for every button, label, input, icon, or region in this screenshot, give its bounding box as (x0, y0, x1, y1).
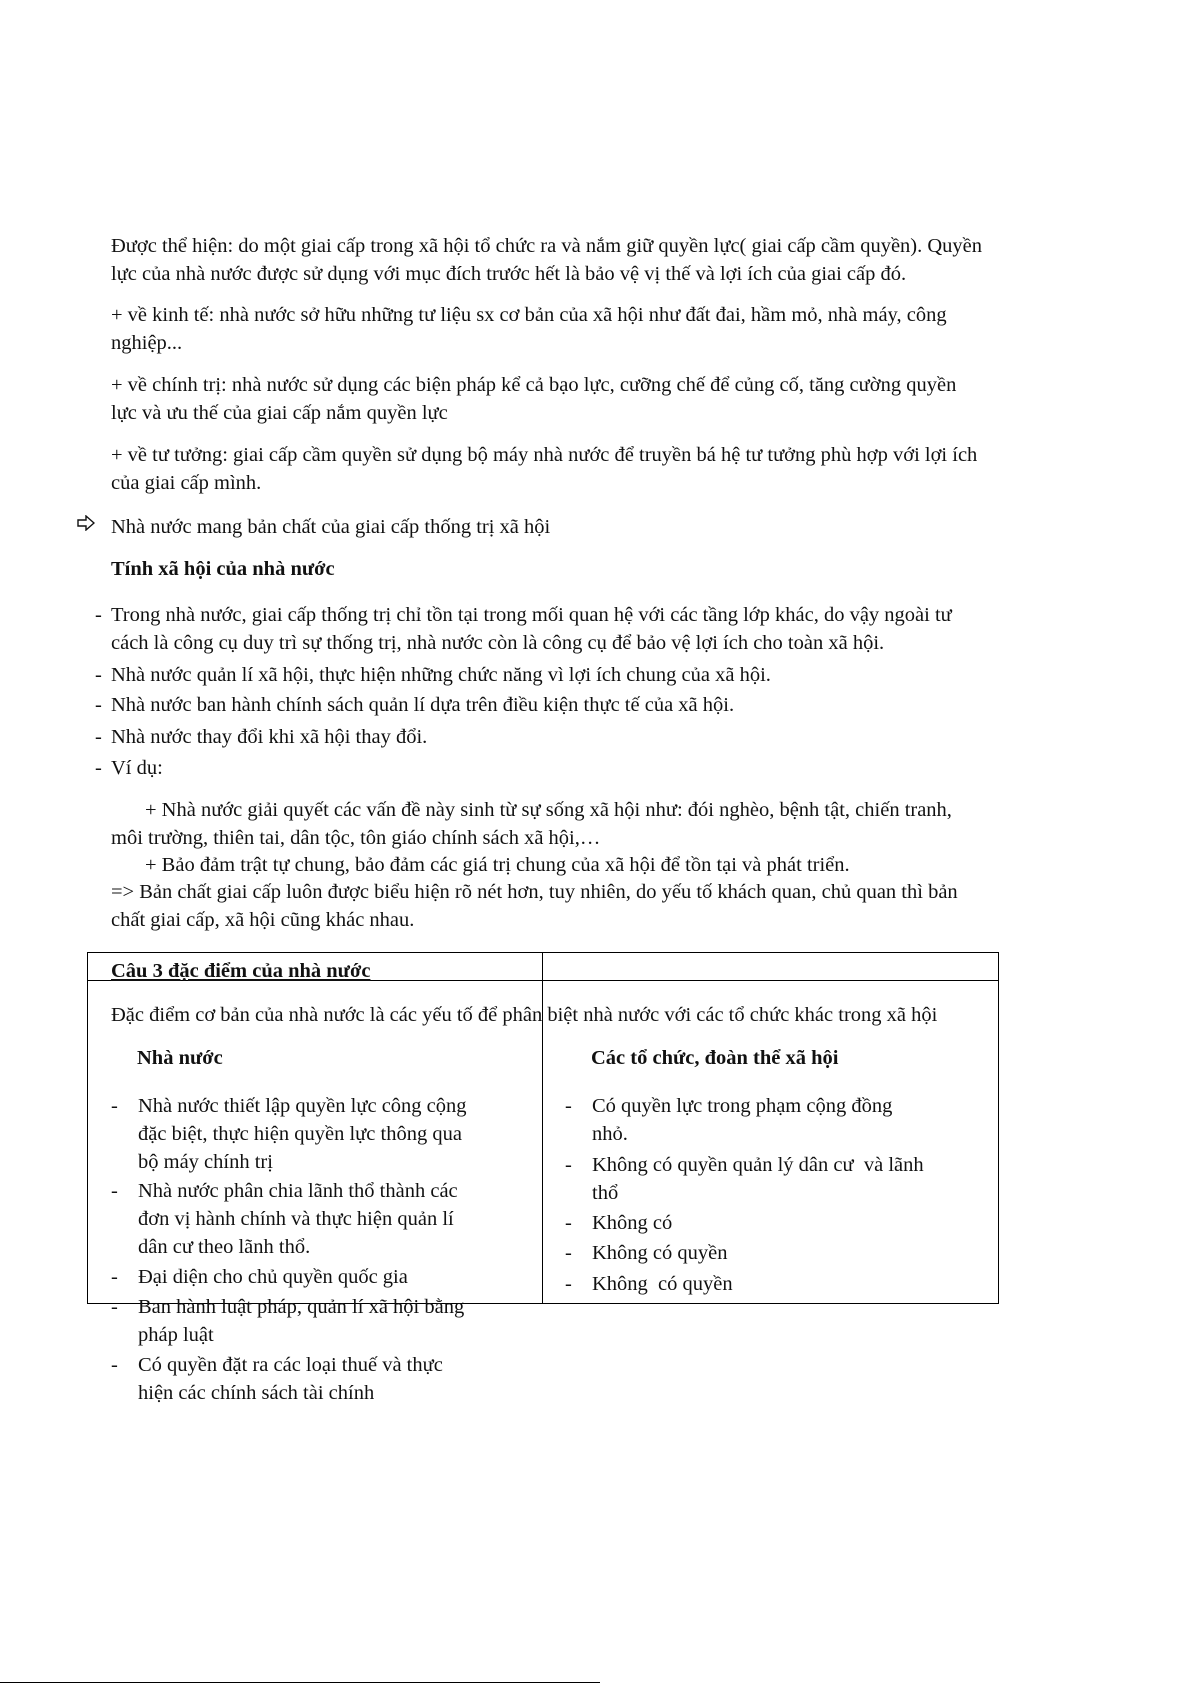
text-line: Trong nhà nước, giai cấp thống trị chỉ tồn tại trong mối quan hệ với các tầng lớp khác, do vậy ngoài tư (111, 604, 952, 626)
table-border-top (87, 952, 999, 953)
text-line: bộ máy chính trị (138, 1151, 273, 1173)
text-line: Đại diện cho chủ quyền quốc gia (138, 1266, 408, 1288)
summary-paragraph (111, 878, 1111, 934)
text-line: đặc biệt, thực hiện quyền lực thông qua (138, 1123, 462, 1145)
dash-bullet: - (111, 1095, 118, 1117)
dash-bullet: - (111, 1296, 118, 1318)
dash-bullet: - (111, 1266, 118, 1288)
dash-bullet: - (95, 694, 102, 716)
text-line: Không có quyền quản lý dân cư và lãnh (592, 1154, 924, 1176)
text-line: của giai cấp mình. (111, 472, 262, 494)
dash-bullet: - (565, 1242, 572, 1264)
text-line: Nhà nước phân chia lãnh thổ thành các (138, 1180, 458, 1202)
paragraph-economy (111, 301, 1111, 357)
right-column-heading: Các tổ chức, đoàn thể xã hội (591, 1047, 839, 1069)
text-line: + về tư tưởng: giai cấp cầm quyền sử dụng bộ máy nhà nước để truyền bá hệ tư tưởng phù hợp với lợi ích (111, 444, 978, 466)
paragraph-class-nature (111, 232, 1111, 288)
dash-bullet: - (565, 1212, 572, 1234)
left-column-heading: Nhà nước (137, 1047, 223, 1069)
text-line: thổ (592, 1182, 619, 1204)
text-line: nghiệp... (111, 332, 183, 354)
dash-bullet: - (565, 1273, 572, 1295)
text-line: Có quyền đặt ra các loại thuế và thực (138, 1354, 443, 1376)
text-line: + về kinh tế: nhà nước sở hữu những tư liệu sx cơ bản của xã hội như đất đai, hầm mỏ, nhà máy, công (111, 304, 947, 326)
text-line: Ban hành luật pháp, quản lí xã hội bằng (138, 1296, 465, 1318)
text-line: => Bản chất giai cấp luôn được biểu hiện rõ nét hơn, tuy nhiên, do yếu tố khách quan, chủ quan thì bản (111, 881, 958, 903)
text-line: Nhà nước thay đổi khi xã hội thay đổi. (111, 726, 428, 748)
text-line: Có quyền lực trong phạm cộng đồng (592, 1095, 893, 1117)
dash-bullet: - (111, 1354, 118, 1376)
text-line: + về chính trị: nhà nước sử dụng các biện pháp kể cả bạo lực, cưỡng chế để củng cố, tăng cường quyền (111, 374, 957, 396)
text-line: lực của nhà nước được sử dụng với mục đích trước hết là bảo vệ vị thế và lợi ích của giai cấp đó. (111, 263, 907, 285)
text-line: chất giai cấp, xã hội cũng khác nhau. (111, 909, 415, 931)
conclusion-text: Nhà nước mang bản chất của giai cấp thống trị xã hội (111, 516, 551, 538)
dash-bullet: - (95, 726, 102, 748)
text-line: đơn vị hành chính và thực hiện quản lí (138, 1208, 454, 1230)
paragraph-politics (111, 371, 1111, 427)
text-line: cách là công cụ duy trì sự thống trị, nhà nước còn là công cụ để bảo vệ lợi ích cho toàn xã hội. (111, 632, 885, 654)
text-line: dân cư theo lãnh thổ. (138, 1236, 311, 1258)
example-line: + Nhà nước giải quyết các vấn đề này sinh từ sự sống xã hội như: đói nghèo, bệnh tật, chiến tranh, (145, 799, 952, 821)
text-line: pháp luật (138, 1324, 214, 1346)
text-line: Nhà nước quản lí xã hội, thực hiện những chức năng vì lợi ích chung của xã hội. (111, 664, 771, 686)
text-line: nhỏ. (592, 1123, 628, 1145)
dash-bullet: - (95, 664, 102, 686)
text-line: hiện các chính sách tài chính (138, 1382, 375, 1404)
text-line: Nhà nước thiết lập quyền lực công cộng (138, 1095, 467, 1117)
text-line: Không có quyền (592, 1273, 733, 1295)
text-line: Không có quyền (592, 1242, 728, 1264)
text-line: Không có (592, 1212, 673, 1234)
arrow-right-icon (77, 511, 95, 539)
section-intro: Đặc điểm cơ bản của nhà nước là các yếu tố để phân biệt nhà nước với các tổ chức khác trong xã hội (111, 1004, 938, 1026)
page-footer-rule (0, 1682, 600, 1683)
paragraph-ideology (111, 441, 1111, 497)
table-border-left (87, 952, 88, 1304)
dash-bullet: - (95, 604, 102, 626)
text-line: Được thể hiện: do một giai cấp trong xã hội tổ chức ra và nắm giữ quyền lực( giai cấp cầm quyền). Quyền (111, 235, 983, 257)
text-line: lực và ưu thế của giai cấp nắm quyền lực (111, 402, 448, 424)
example-line: môi trường, thiên tai, dân tộc, tôn giáo chính sách xã hội,… (111, 827, 601, 849)
dash-bullet: - (565, 1154, 572, 1176)
text-line: Nhà nước ban hành chính sách quản lí dựa trên điều kiện thực tế của xã hội. (111, 694, 735, 716)
dash-bullet: - (95, 757, 102, 779)
dash-bullet: - (565, 1095, 572, 1117)
social-heading: Tính xã hội của nhà nước (111, 558, 335, 580)
section-title: Câu 3 đặc điểm của nhà nước (111, 960, 371, 982)
example-line: + Bảo đảm trật tự chung, bảo đảm các giá trị chung của xã hội để tồn tại và phát triển. (145, 854, 850, 876)
dash-bullet: - (111, 1180, 118, 1202)
text-line: Ví dụ: (111, 757, 163, 779)
